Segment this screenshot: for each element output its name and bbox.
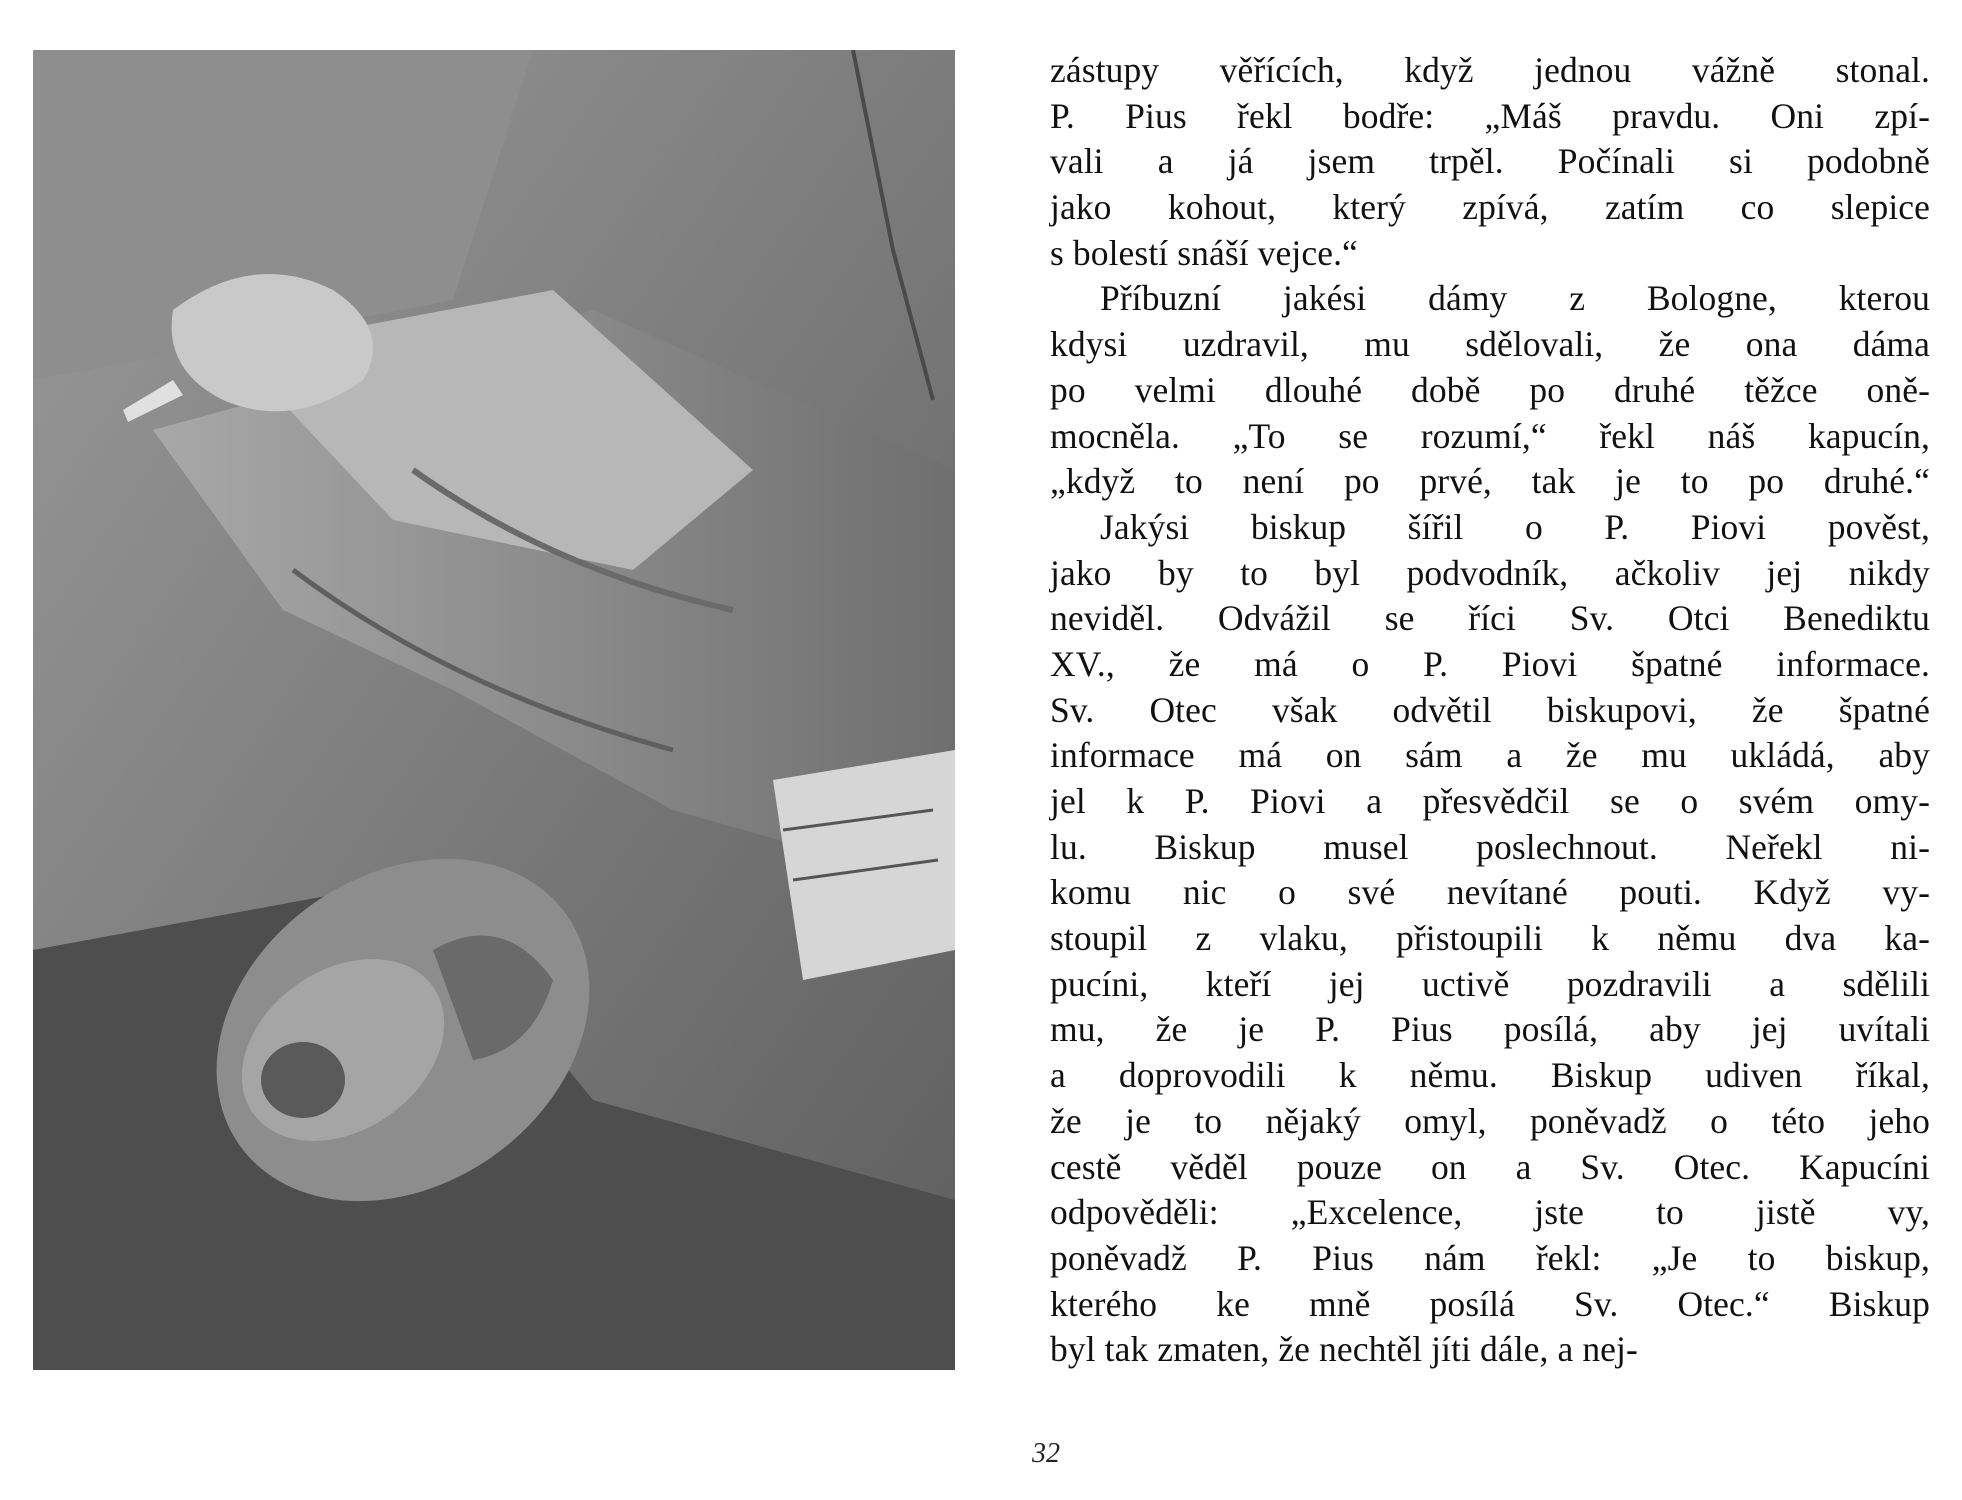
text-line: XV., že má o P. Piovi špatné informace.	[1050, 643, 1930, 684]
text-line: byl tak zmaten, že nechtěl jíti dále, a nej-	[1050, 1329, 1638, 1370]
text-line: jako kohout, který zpívá, zatím co slepice	[1050, 187, 1930, 228]
text-line: po velmi dlouhé době po druhé těžce oně-	[1050, 369, 1930, 410]
text-line: jako by to byl podvodník, ačkoliv jej nikdy	[1050, 552, 1930, 593]
page-number: 32	[1032, 1438, 1060, 1469]
text-line: neviděl. Odvážil se říci Sv. Otci Benediktu	[1050, 598, 1930, 639]
text-line: stoupil z vlaku, přistoupili k němu dva ka-	[1050, 918, 1930, 959]
photograph-icon	[33, 50, 955, 1370]
text-line: mu, že je P. Pius posílá, aby jej uvítali	[1050, 1009, 1930, 1050]
text-line: poněvadž P. Pius nám řekl: „Je to biskup,	[1050, 1237, 1930, 1278]
text-line: jel k P. Piovi a přesvědčil se o svém omy-	[1050, 781, 1930, 821]
body-text	[1050, 48, 1930, 1373]
text-line: komu nic o své nevítané pouti. Když vy-	[1050, 872, 1930, 913]
text-line: zástupy věřících, když jednou vážně stonal.	[1050, 50, 1930, 90]
text-line: lu. Biskup musel poslechnout. Neřekl ni-	[1050, 826, 1930, 867]
text-line: „když to není po prvé, tak je to po druhé.“	[1050, 461, 1930, 502]
text-line: kterého ke mně posílá Sv. Otec.“ Biskup	[1050, 1283, 1930, 1324]
text-line: mocněla. „To se rozumí,“ řekl náš kapucín,	[1050, 415, 1930, 456]
text-line: Jakýsi biskup šířil o P. Piovi pověst,	[1100, 506, 1930, 547]
text-line: vali a já jsem trpěl. Počínali si podobně	[1050, 141, 1930, 182]
text-line: pucíni, kteří jej uctivě pozdravili a sdělili	[1050, 963, 1930, 1004]
text-line: informace má on sám a že mu ukládá, aby	[1050, 735, 1930, 776]
text-line: P. Pius řekl bodře: „Máš pravdu. Oni zpí-	[1050, 95, 1930, 136]
text-line: Příbuzní jakési dámy z Bologne, kterou	[1100, 278, 1930, 319]
text-line: cestě věděl pouze on a Sv. Otec. Kapucíni	[1050, 1146, 1930, 1187]
text-line: kdysi uzdravil, mu sdělovali, že ona dáma	[1050, 324, 1930, 365]
text-line: že je to nějaký omyl, poněvadž o této jeho	[1050, 1100, 1930, 1141]
text-line: a doprovodili k němu. Biskup udiven říkal,	[1050, 1055, 1930, 1096]
text-line: Sv. Otec však odvětil biskupovi, že špatné	[1050, 689, 1930, 730]
text-line: odpověděli: „Excelence, jste to jistě vy,	[1050, 1192, 1930, 1233]
text-line: s bolestí snáší vejce.“	[1050, 232, 1358, 273]
photograph	[33, 50, 955, 1370]
